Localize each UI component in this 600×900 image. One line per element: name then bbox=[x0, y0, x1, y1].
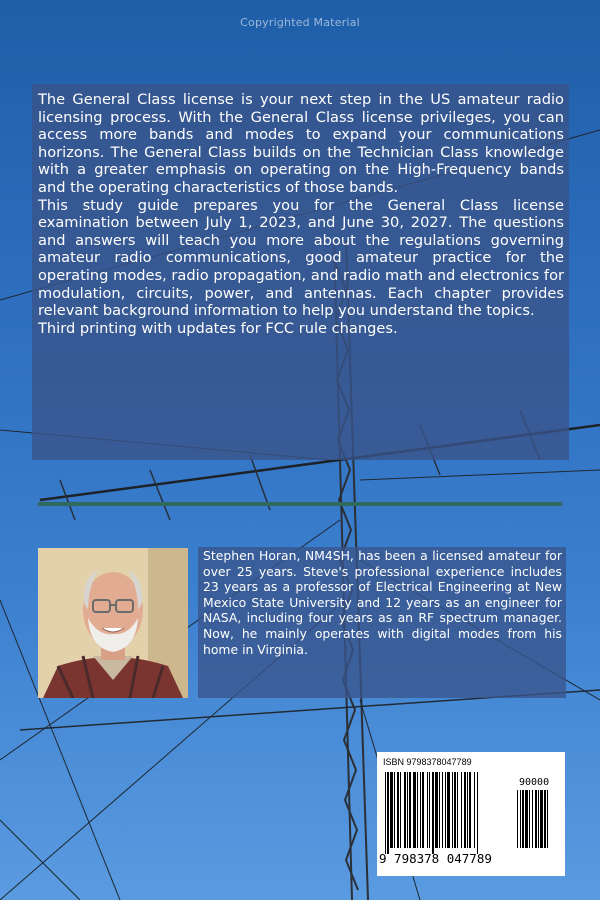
description-paragraph-1: The General Class license is your next step in the US amateur radio licensing process. With the General Class license privileges, you can access more bands and modes to expand your communications horizons. The General Class builds on the Technician Class knowledge with a greater emphasis on operating on the High-Frequency bands and the operating characteristics of those bands. bbox=[38, 91, 564, 196]
description-paragraph-3: Third printing with updates for FCC rule changes. bbox=[38, 319, 398, 337]
section-divider bbox=[38, 502, 562, 506]
book-description bbox=[38, 91, 564, 337]
isbn-barcode bbox=[377, 752, 565, 876]
author-portrait-icon bbox=[38, 548, 188, 698]
price-code: 90000 bbox=[519, 777, 550, 788]
description-paragraph-2: This study guide prepares you for the General Class license examination between July 1, 2023, and June 30, 2027. The questions and answers will teach you more about the regulations governing amateur radio communications, good amateur practice for the operating modes, radio propagation, and radio math and electronics for modulation, circuits, power, and antennas. Each chapter provides relevant background information to help you understand the topics. bbox=[38, 196, 564, 320]
isbn-digits: 9 798378 047789 bbox=[379, 851, 492, 866]
author-bio: Stephen Horan, NM4SH, has been a licensed amateur for over 25 years. Steve's professional experience includes 23 years as a professor of Electrical Engineering at New Mexico State University and 12 years as an engineer for NASA, including four years as an RF spectrum manager. Now, he mainly operates with digital modes from his home in Virginia. bbox=[203, 548, 562, 657]
copyright-watermark: Copyrighted Material bbox=[240, 16, 360, 29]
author-photo bbox=[38, 548, 188, 698]
isbn-label: ISBN 9798378047789 bbox=[383, 757, 472, 767]
